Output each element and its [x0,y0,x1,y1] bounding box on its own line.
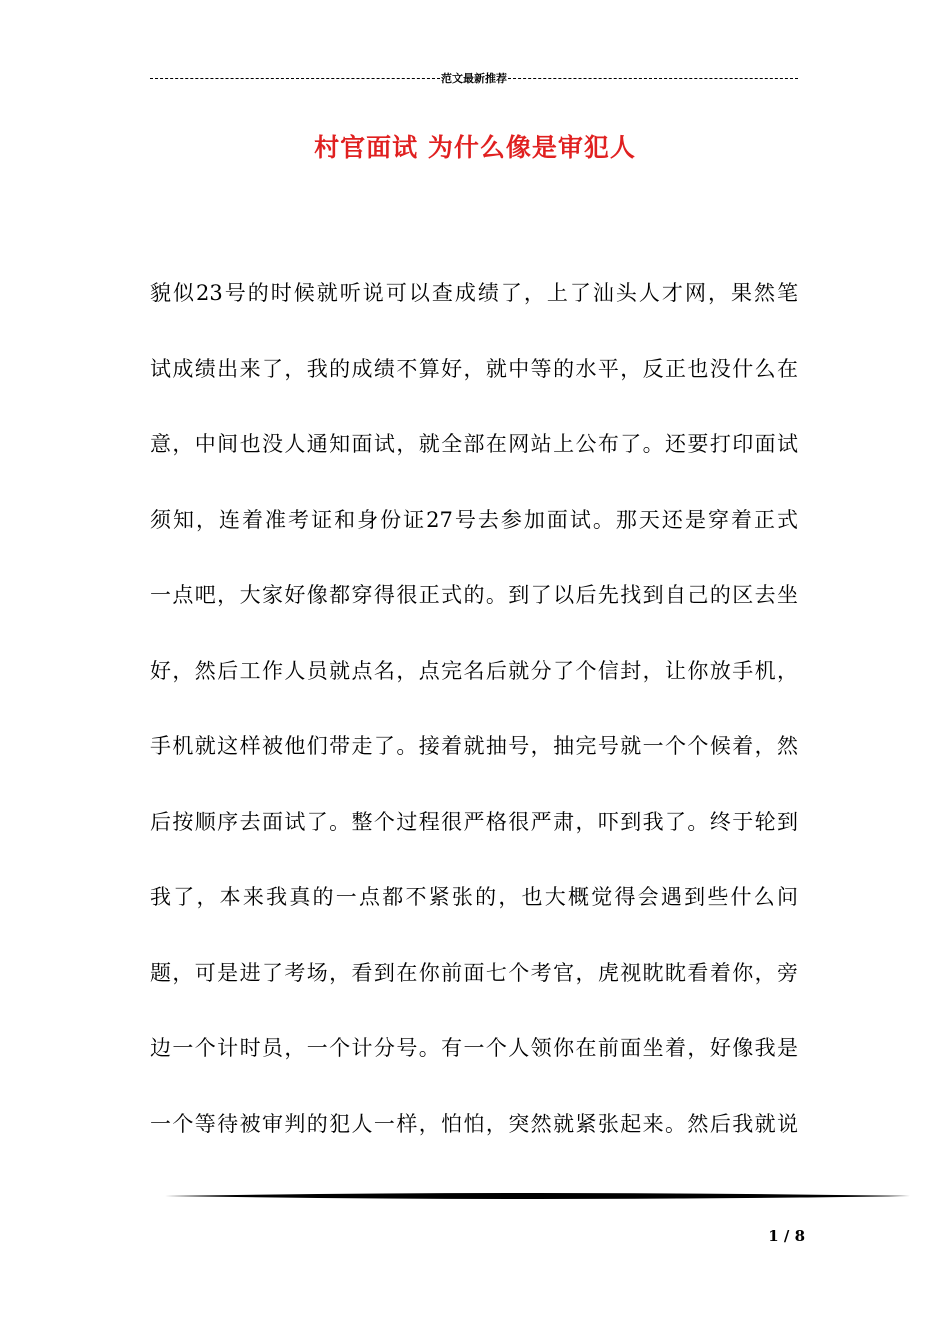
header-dash-right [508,78,798,79]
body-text [150,273,798,1179]
body-line: 试成绩出来了，我的成绩不算好，就中等的水平，反正也没什么在 [150,356,798,381]
body-line: 好，然后工作人员就点名，点完名后就分了个信封，让你放手机， [150,658,798,683]
header-dash-left [150,78,440,79]
header-label: 范文最新推荐 [441,72,507,85]
page-number: 1 / 8 [768,1227,805,1245]
document-title: 村官面试 为什么像是审犯人 [314,133,636,162]
body-line: 后按顺序去面试了。整个过程很严格很严肃，吓到我了。终于轮到 [150,809,798,834]
body-line: 意，中间也没人通知面试，就全部在网站上公布了。还要打印面试 [150,432,798,456]
footer-rule [165,1187,910,1205]
body-line: 手机就这样被他们带走了。接着就抽号，抽完号就一个个候着，然 [150,734,798,758]
page-header [150,70,798,86]
body-line: 我了，本来我真的一点都不紧张的，也大概觉得会遇到些什么问 [150,885,798,909]
body-line: 题，可是进了考场，看到在你前面七个考官，虎视眈眈看着你，旁 [150,960,798,985]
body-line: 须知，连着准考证和身份证27号去参加面试。那天还是穿着正式 [150,507,798,532]
body-line: 一个等待被审判的犯人一样，怕怕，突然就紧张起来。然后我就说 [150,1111,798,1136]
body-line: 貌似23号的时候就听说可以查成绩了，上了汕头人才网，果然笔 [150,281,798,305]
body-line: 边一个计时员，一个计分号。有一个人领你在前面坐着，好像我是 [150,1036,798,1060]
body-line: 一点吧，大家好像都穿得很正式的。到了以后先找到自己的区去坐 [150,583,798,607]
